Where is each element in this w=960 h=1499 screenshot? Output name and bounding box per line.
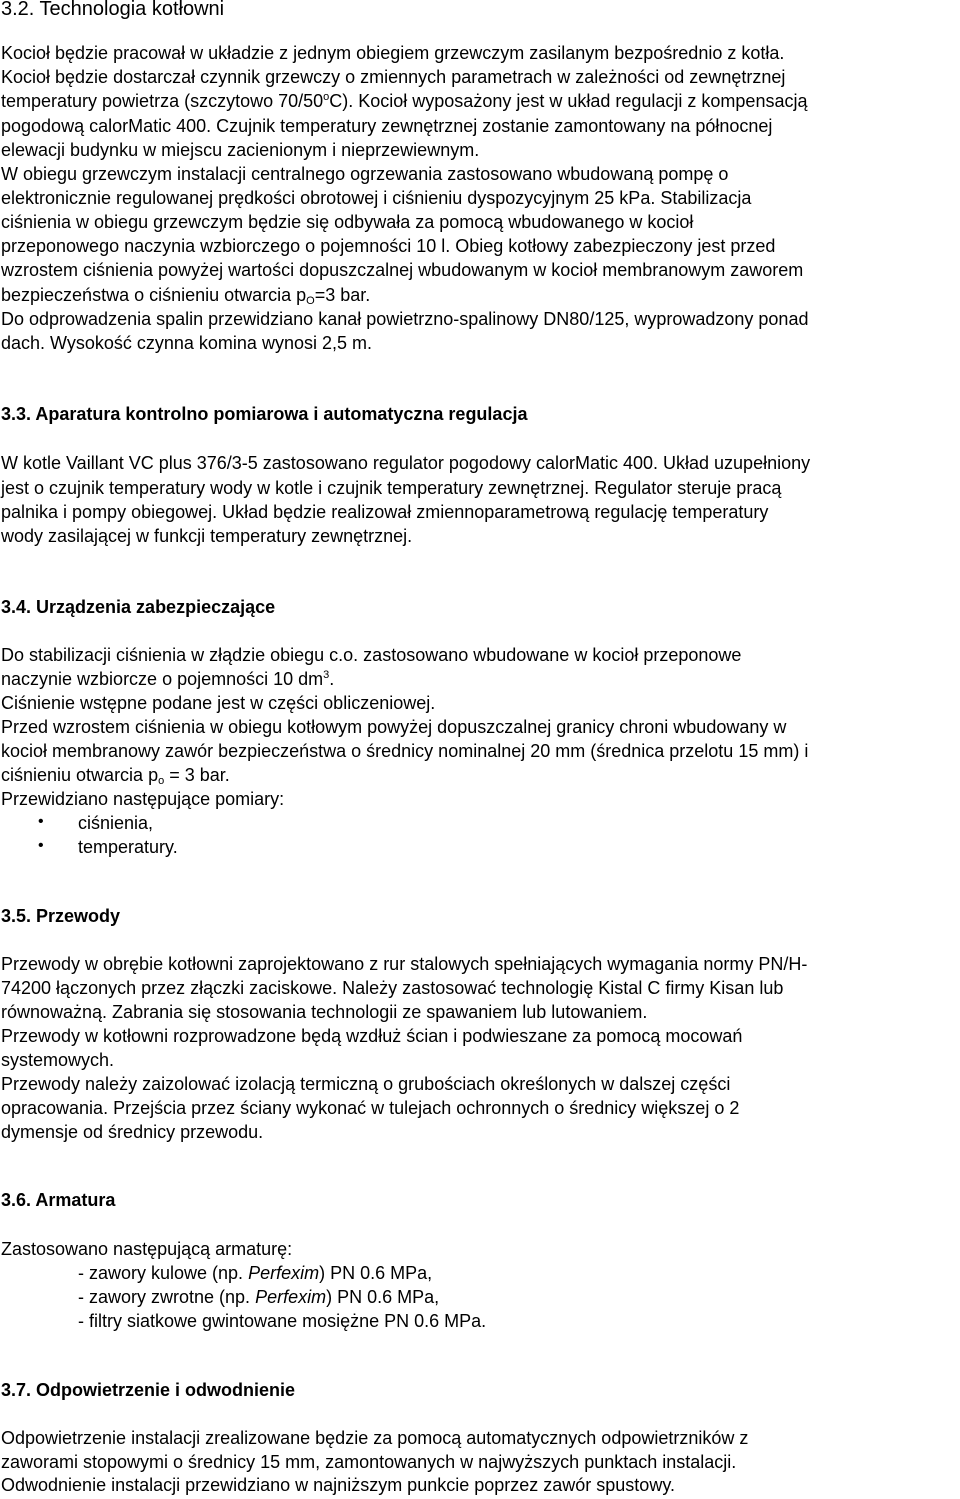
text-segment: . bbox=[329, 669, 335, 689]
paragraph-line: przeponowego naczynia wzbiorczego o pojemności 10 l. Obieg kotłowy zabezpieczony jest przed bbox=[1, 236, 776, 256]
bullet-icon: • bbox=[38, 813, 44, 830]
paragraph-line: Przed wzrostem ciśnienia w obiegu kotłowym powyżej dopuszczalnej granicy chroni wbudowany w bbox=[1, 717, 787, 737]
paragraph-line bbox=[1, 765, 230, 786]
text-segment: =3 bar. bbox=[314, 285, 371, 305]
section-heading-3-5: 3.5. Przewody bbox=[1, 906, 121, 926]
section-heading-3-2: 3.2. Technologia kotłowni bbox=[1, 0, 225, 20]
paragraph-line: 74200 łączonych przez złączki zaciskowe. Należy zastosować technologię Kistal C firmy Kisan lub bbox=[1, 978, 784, 998]
superscript: 3 bbox=[323, 669, 330, 681]
paragraph-line: Zastosowano następującą armaturę: bbox=[1, 1239, 293, 1259]
list-item bbox=[0, 813, 960, 837]
paragraph-line: Przewidziano następujące pomiary: bbox=[1, 789, 285, 809]
bullet-icon: • bbox=[38, 837, 44, 854]
subscript: o bbox=[158, 775, 165, 787]
paragraph-line: pogodową calorMatic 400. Czujnik temperatury zewnętrznej zostanie zamontowany na północnej bbox=[1, 116, 773, 136]
list-item bbox=[0, 837, 960, 861]
paragraph-line: palnika i pompy obiegowej. Układ będzie realizował zmiennoparametrową regulację temperatury bbox=[1, 502, 769, 522]
text-segment: ) PN 0.6 MPa, bbox=[326, 1287, 440, 1307]
paragraph-line: równoważną. Zabrania się stosowania technologii ze spawaniem lub lutowaniem. bbox=[1, 1002, 648, 1022]
paragraph-line: Odwodnienie instalacji przewidziano w najniższym punkcie poprzez zawór spustowy. bbox=[1, 1475, 675, 1495]
paragraph-line: ciśnienia w obiegu grzewczym będzie się odbywała za pomocą wbudowanego w kocioł bbox=[1, 212, 694, 232]
list-item-text: ciśnienia, bbox=[78, 813, 154, 833]
paragraph-line bbox=[1, 285, 370, 306]
paragraph-line: Do odprowadzenia spalin przewidziano kanał powietrzno-spalinowy DN80/125, wyprowadzony ponad bbox=[1, 309, 809, 329]
brand-name: Perfexim bbox=[248, 1263, 320, 1283]
text-segment: naczynie wzbiorcze o pojemności 10 dm bbox=[1, 669, 324, 689]
paragraph-line: W obiegu grzewczym instalacji centralnego ogrzewania zastosowano wbudowaną pompę o bbox=[1, 164, 729, 184]
text-segment: - zawory zwrotne (np. bbox=[78, 1287, 256, 1307]
text-segment: = 3 bar. bbox=[164, 765, 230, 785]
paragraph-line: dach. Wysokość czynna komina wynosi 2,5 m. bbox=[1, 333, 372, 353]
section-heading-3-3: 3.3. Aparatura kontrolno pomiarowa i automatyczna regulacja bbox=[1, 404, 528, 424]
text-segment: ) PN 0.6 MPa, bbox=[319, 1263, 433, 1283]
paragraph-line: wzrostem ciśnienia powyżej wartości dopuszczalnej wbudowanym w kocioł membranowym zaworem bbox=[1, 260, 804, 280]
brand-name: Perfexim bbox=[255, 1287, 327, 1307]
text-segment: ciśnieniu otwarcia p bbox=[1, 765, 159, 785]
paragraph-line: Kocioł będzie pracował w układzie z jednym obiegiem grzewczym zasilanym bezpośrednio z kotła. bbox=[1, 43, 785, 63]
text-segment: - filtry siatkowe gwintowane mosiężne PN 0.6 MPa. bbox=[78, 1311, 487, 1331]
paragraph-line: systemowych. bbox=[1, 1050, 115, 1070]
text-segment: - zawory kulowe (np. bbox=[78, 1263, 249, 1283]
paragraph-line: Odpowietrzenie instalacji zrealizowane będzie za pomocą automatycznych odpowietrzników z bbox=[1, 1428, 749, 1448]
section-heading-3-6: 3.6. Armatura bbox=[1, 1190, 116, 1210]
paragraph-line: Przewody w obrębie kotłowni zaprojektowano z rur stalowych spełniających wymagania normy PN/H- bbox=[1, 954, 808, 974]
paragraph-line bbox=[1, 91, 807, 112]
paragraph-line: Kocioł będzie dostarczał czynnik grzewczy o zmiennych parametrach w zależności od zewnętrznej bbox=[1, 67, 786, 87]
text-segment: temperatury powietrza (szczytowo 70/50 bbox=[1, 91, 324, 111]
paragraph-line: elektronicznie regulowanej prędkości obrotowej i ciśnieniu dyspozycyjnym 25 kPa. Stabilizacja bbox=[1, 188, 752, 208]
paragraph-line: jest o czujnik temperatury wody w kotle i czujnik temperatury zewnętrznej. Regulator steruje pracą bbox=[1, 478, 782, 498]
list-item-text: temperatury. bbox=[78, 837, 178, 857]
paragraph-line: Do stabilizacji ciśnienia w złądzie obiegu c.o. zastosowano wbudowane w kocioł przeponowe bbox=[1, 645, 742, 665]
paragraph-line: Ciśnienie wstępne podane jest w części obliczeniowej. bbox=[1, 693, 436, 713]
paragraph-line: zaworami stopowymi o średnicy 15 mm, zamontowanych w najwyższych punktach instalacji. bbox=[1, 1452, 737, 1472]
paragraph-line: wody zasilającej w funkcji temperatury zewnętrznej. bbox=[1, 526, 413, 546]
paragraph-line bbox=[1, 669, 334, 690]
list-item bbox=[78, 1311, 486, 1332]
paragraph-line: W kotle Vaillant VC plus 376/3-5 zastosowano regulator pogodowy calorMatic 400. Układ uzupełniony bbox=[1, 453, 811, 473]
paragraph-line: dymensje od średnicy przewodu. bbox=[1, 1122, 264, 1142]
superscript: o bbox=[323, 91, 330, 103]
text-segment: bezpieczeństwa o ciśnieniu otwarcia p bbox=[1, 285, 307, 305]
subscript: O bbox=[306, 295, 315, 307]
list-item bbox=[78, 1287, 439, 1308]
section-heading-3-7: 3.7. Odpowietrzenie i odwodnienie bbox=[1, 1380, 296, 1400]
paragraph-line: elewacji budynku w miejscu zacienionym i nieprzewiewnym. bbox=[1, 140, 480, 160]
paragraph-line: Przewody w kotłowni rozprowadzone będą wzdłuż ścian i podwieszane za pomocą mocowań bbox=[1, 1026, 743, 1046]
list-item bbox=[78, 1263, 432, 1284]
text-segment: C). Kocioł wyposażony jest w układ regulacji z kompensacją bbox=[329, 91, 808, 111]
paragraph-line: kocioł membranowy zawór bezpieczeństwa o średnicy nominalnej 20 mm (średnica przelotu 15 mm) i bbox=[1, 741, 809, 761]
paragraph-line: Przewody należy zaizolować izolacją termiczną o grubościach określonych w dalszej części bbox=[1, 1074, 731, 1094]
paragraph-line: opracowania. Przejścia przez ściany wykonać w tulejach ochronnych o średnicy większej o 2 bbox=[1, 1098, 740, 1118]
section-heading-3-4: 3.4. Urządzenia zabezpieczające bbox=[1, 597, 276, 617]
